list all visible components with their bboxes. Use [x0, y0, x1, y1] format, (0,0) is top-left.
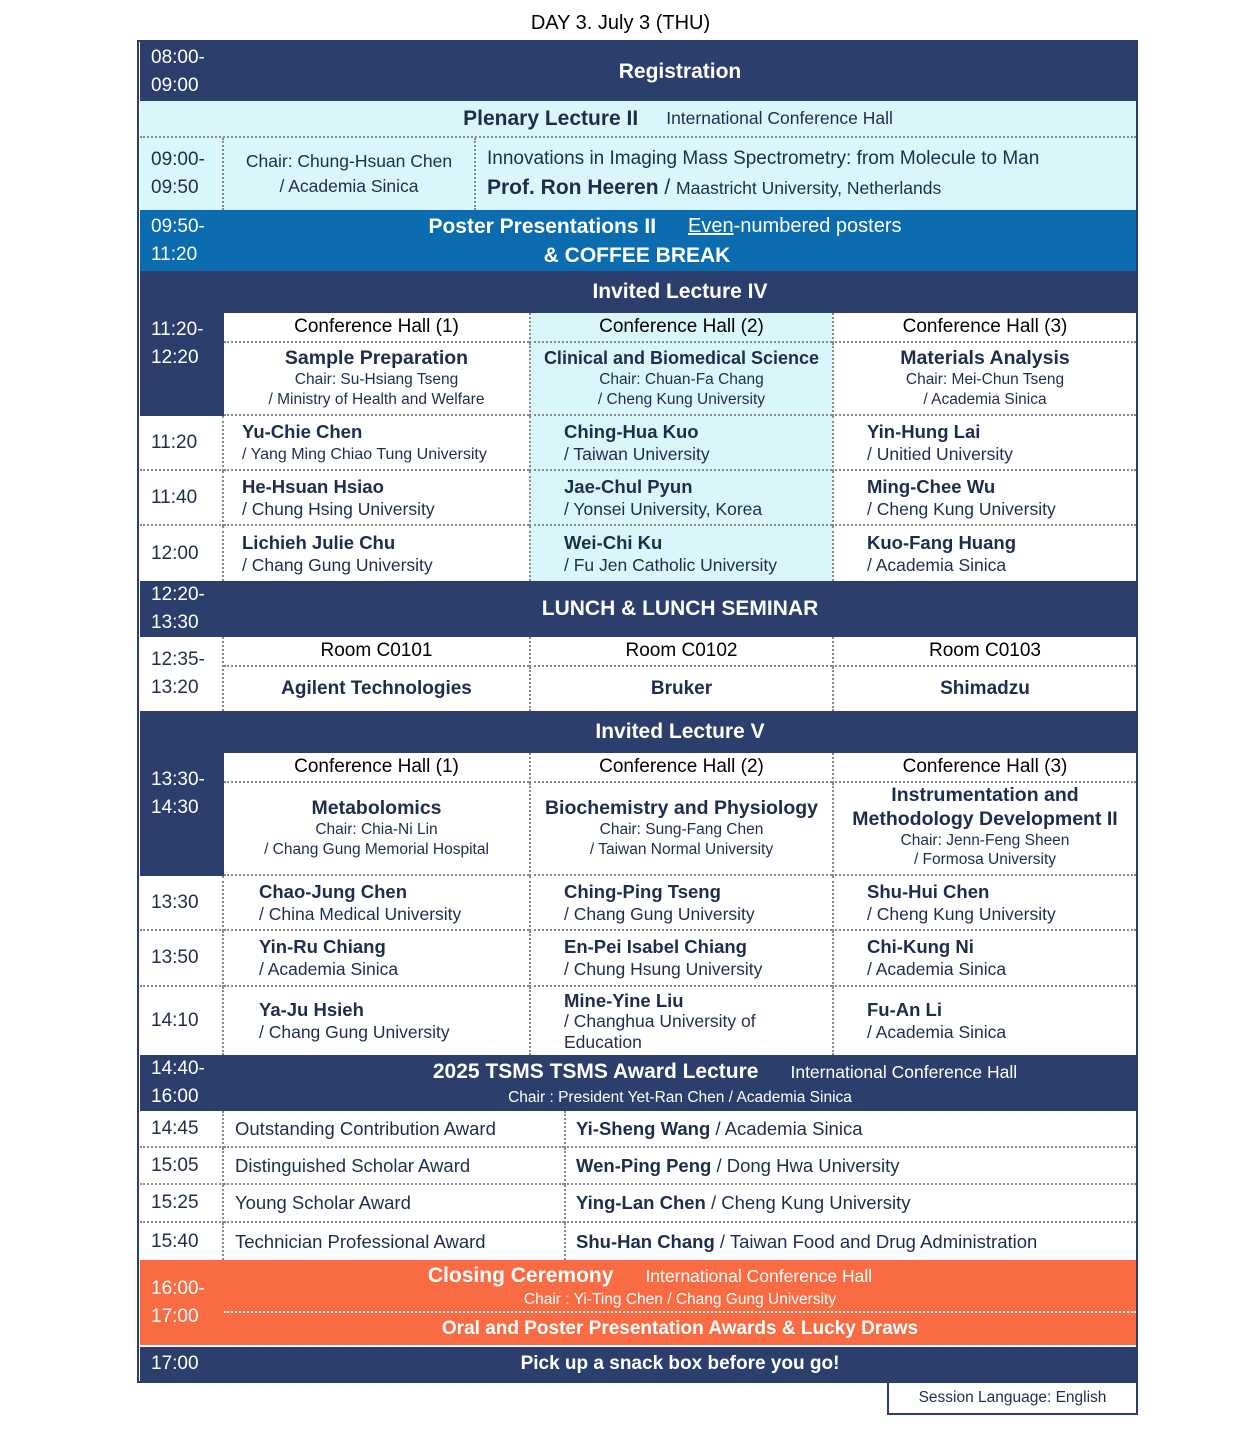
- registration-band: Registration: [224, 42, 1136, 101]
- talk-cell: [224, 526, 529, 581]
- recipient-aff: / Academia Sinica: [715, 1117, 863, 1139]
- closing-heading: Closing Ceremony: [427, 1263, 614, 1287]
- topic-chair: Chair: Chia-Ni Lin: [315, 821, 438, 838]
- speaker-name: Ming-Chee Wu: [867, 475, 996, 497]
- topic-name: Sample Preparation: [284, 347, 469, 369]
- topic-chair: Chair: Su-Hsiang Tseng: [294, 371, 459, 388]
- time-row: 13:30: [140, 876, 224, 931]
- talk-cell: [224, 416, 529, 471]
- session-language: Session Language: English: [887, 1383, 1138, 1415]
- time-snack: 17:00: [140, 1347, 224, 1381]
- invited5-hall-1: Conference Hall (1): [224, 753, 529, 783]
- time-row: 11:40: [140, 471, 224, 526]
- award-name: Young Scholar Award: [224, 1185, 564, 1223]
- plenary-venue: International Conference Hall: [666, 108, 893, 128]
- speaker-aff: / Chung Hsing University: [242, 498, 435, 519]
- time-row: 14:10: [140, 987, 224, 1055]
- speaker-aff: / Academia Sinica: [867, 1022, 1007, 1042]
- time-award: 14:40- 16:00: [140, 1055, 224, 1111]
- talk-cell: [529, 987, 832, 1055]
- speaker-name: Lichieh Julie Chu: [242, 531, 396, 553]
- poster-note: -numbered posters: [733, 214, 902, 237]
- seminar-sponsor-3: Shimadzu: [832, 667, 1136, 711]
- invited4-hall-3: Conference Hall (3): [832, 313, 1136, 343]
- speaker-name: Ya-Ju Hsieh: [259, 999, 364, 1020]
- award-chair: Chair : President Yet-Ran Chen / Academia Sinica: [508, 1089, 852, 1106]
- topic-chair-aff: / Taiwan Normal University: [589, 841, 774, 858]
- speaker-aff: / Academia Sinica: [867, 554, 1007, 575]
- award-name: Distinguished Scholar Award: [224, 1148, 564, 1185]
- speaker-name: Chao-Jung Chen: [259, 880, 407, 902]
- speaker-name: Jae-Chul Pyun: [564, 475, 693, 497]
- topic-name: Biochemistry and Physiology: [544, 797, 819, 819]
- speaker-name: Wei-Chi Ku: [564, 531, 663, 553]
- plenary-chair: [224, 138, 476, 210]
- time-poster: 09:50- 11:20: [140, 210, 224, 271]
- closing-chair: Chair : Yi-Ting Chen / Chang Gung University: [523, 1290, 837, 1308]
- talk-cell: [832, 987, 1136, 1055]
- time-invited4: 11:20- 12:20: [140, 271, 224, 416]
- time-closing: 16:00- 17:00: [140, 1260, 224, 1345]
- speaker-aff: / Changhua University of Education: [564, 1010, 756, 1052]
- invited5-hall-3: Conference Hall (3): [832, 753, 1136, 783]
- plenary-talk: Innovations in Imaging Mass Spectrometry: from Molecule to Man Prof. Ron Heeren / Maastricht University, Netherlands: [476, 138, 1136, 210]
- seminar-room-2: Room C0102: [529, 637, 832, 667]
- page-title: DAY 3. July 3 (THU): [530, 12, 711, 34]
- talk-cell: [224, 931, 529, 987]
- award-name: Technician Professional Award: [235, 1230, 486, 1252]
- plenary-header: [140, 101, 1136, 138]
- recipient-aff: / Dong Hwa University: [716, 1154, 900, 1176]
- award-heading: 2025 TSMS TSMS Award Lecture: [432, 1060, 759, 1083]
- time-row: 12:00: [140, 526, 224, 581]
- speaker-name: Mine-Yine Liu: [564, 989, 684, 1011]
- talk-cell: [832, 931, 1136, 987]
- speaker-name: Ching-Hua Kuo: [564, 420, 699, 442]
- talk-cell: [832, 876, 1136, 931]
- topic-chair: Chair: Jenn-Feng Sheen: [900, 832, 1070, 849]
- speaker-aff: / Chang Gung University: [259, 1022, 450, 1042]
- coffee-break: & COFFEE BREAK: [543, 243, 731, 267]
- poster-band: [224, 210, 1136, 271]
- snack-band: Pick up a snack box before you go!: [224, 1347, 1136, 1381]
- speaker-aff: / Taiwan University: [564, 443, 710, 464]
- topic-chair: Chair: Mei-Chun Tseng: [905, 371, 1065, 388]
- talk-cell: [224, 471, 529, 526]
- speaker-aff: / Cheng Kung University: [867, 498, 1056, 519]
- time-row: 13:50: [140, 931, 224, 987]
- speaker-aff: / Chang Gung University: [242, 554, 433, 575]
- speaker-name: Ching-Ping Tseng: [564, 880, 721, 902]
- talk-cell: [832, 526, 1136, 581]
- plenary-chair-aff: / Academia Sinica: [279, 176, 419, 196]
- topic-chair: Chair: Chuan-Fa Chang: [599, 371, 764, 388]
- talk-cell: [529, 876, 832, 931]
- topic-name: Clinical and Biomedical Science: [543, 348, 820, 368]
- invited4-hall-1: Conference Hall (1): [224, 313, 529, 343]
- time-plenary: 09:00- 09:50: [140, 138, 224, 210]
- recipient-aff: / Cheng Kung University: [710, 1192, 911, 1213]
- plenary-speaker-aff: Maastricht University, Netherlands: [676, 178, 942, 198]
- talk-cell: [529, 471, 832, 526]
- recipient-name: Ying-Lan Chen: [576, 1192, 706, 1213]
- plenary-speaker: Prof. Ron Heeren: [487, 176, 659, 199]
- speaker-name: Chi-Kung Ni: [867, 936, 974, 957]
- invited5-topic-3: [832, 783, 1136, 876]
- speaker-aff: / China Medical University: [259, 903, 462, 924]
- seminar-sponsor-1: Agilent Technologies: [281, 678, 472, 699]
- time-seminar: 12:35- 13:20: [140, 637, 224, 711]
- time-row: 15:25: [140, 1185, 224, 1223]
- invited5-topic-2: [529, 783, 832, 876]
- award-recipient: [564, 1148, 1136, 1185]
- speaker-name: Kuo-Fang Huang: [867, 531, 1017, 553]
- speaker-name: Yin-Ru Chiang: [259, 936, 386, 957]
- closing-awards: Oral and Poster Presentation Awards & Lucky Draws: [224, 1313, 1136, 1345]
- plenary-heading: Plenary Lecture II: [463, 106, 639, 130]
- time-row: 15:40: [140, 1223, 224, 1260]
- award-band: [224, 1055, 1136, 1111]
- poster-heading: Poster Presentations II: [428, 214, 657, 238]
- talk-cell: [832, 471, 1136, 526]
- topic-chair-aff: / Cheng Kung University: [597, 391, 766, 408]
- award-recipient: [564, 1223, 1136, 1260]
- speaker-aff: / Chung Hsung University: [564, 959, 763, 979]
- invited5-heading: Invited Lecture V: [224, 711, 1136, 753]
- time-invited5: 13:30- 14:30: [140, 711, 224, 876]
- talk-cell: [224, 987, 529, 1055]
- speaker-aff: / Yang Ming Chiao Tung University: [242, 445, 487, 463]
- talk-cell: [529, 526, 832, 581]
- time-row: 11:20: [140, 416, 224, 471]
- invited4-topic-3: [832, 343, 1136, 416]
- time-row: 14:45: [140, 1111, 224, 1148]
- award-venue: International Conference Hall: [790, 1062, 1018, 1082]
- speaker-name: En-Pei Isabel Chiang: [564, 936, 747, 957]
- time-row: 15:05: [140, 1148, 224, 1185]
- plenary-chair-name: Chair: Chung-Hsuan Chen: [245, 151, 453, 171]
- topic-name: Instrumentation and Methodology Development II: [852, 784, 1118, 830]
- invited4-topic-2: [529, 343, 832, 416]
- time-lunch: 12:20- 13:30: [140, 581, 224, 637]
- award-name: Outstanding Contribution Award: [224, 1111, 564, 1148]
- speaker-name: Yin-Hung Lai: [867, 420, 981, 442]
- recipient-aff: / Taiwan Food and Drug Administration: [719, 1230, 1038, 1252]
- speaker-aff: / Academia Sinica: [259, 959, 399, 979]
- topic-name: Metabolomics: [311, 797, 442, 819]
- invited4-hall-2: Conference Hall (2): [529, 313, 832, 343]
- lunch-band: LUNCH & LUNCH SEMINAR: [224, 581, 1136, 637]
- topic-name: Materials Analysis: [900, 347, 1070, 369]
- speaker-aff: / Yonsei University, Korea: [564, 498, 763, 519]
- speaker-aff: / Cheng Kung University: [867, 903, 1056, 924]
- recipient-name: Shu-Han Chang: [576, 1230, 715, 1252]
- talk-cell: [529, 931, 832, 987]
- speaker-name: Yu-Chie Chen: [242, 420, 363, 442]
- topic-chair-aff: / Academia Sinica: [923, 391, 1047, 408]
- speaker-aff: / Fu Jen Catholic University: [564, 554, 777, 575]
- speaker-aff: / Chang Gung University: [564, 903, 755, 924]
- speaker-name: Shu-Hui Chen: [867, 880, 990, 902]
- invited5-hall-2: Conference Hall (2): [529, 753, 832, 783]
- talk-cell: [529, 416, 832, 471]
- speaker-name: Fu-An Li: [867, 999, 943, 1020]
- invited4-heading: Invited Lecture IV: [224, 271, 1136, 313]
- recipient-name: Yi-Sheng Wang: [576, 1117, 711, 1139]
- time-registration: 08:00- 09:00: [140, 42, 224, 101]
- seminar-room-1: Room C0101: [224, 637, 529, 667]
- speaker-aff: / Academia Sinica: [867, 959, 1007, 979]
- topic-chair-aff: / Chang Gung Memorial Hospital: [264, 841, 489, 858]
- award-recipient: [564, 1111, 1136, 1148]
- closing-venue: International Conference Hall: [645, 1265, 873, 1286]
- invited4-topic-1: [224, 343, 529, 416]
- recipient-name: Wen-Ping Peng: [576, 1154, 712, 1176]
- seminar-sponsor-2: Bruker: [529, 667, 832, 711]
- topic-chair: Chair: Sung-Fang Chen: [599, 821, 764, 838]
- speaker-name: He-Hsuan Hsiao: [242, 475, 384, 497]
- award-recipient: [564, 1185, 1136, 1223]
- talk-cell: [224, 876, 529, 931]
- topic-chair-aff: / Ministry of Health and Welfare: [268, 391, 485, 408]
- seminar-room-3: Room C0103: [832, 637, 1136, 667]
- closing-band: [224, 1260, 1136, 1313]
- plenary-talk-title: Innovations in Imaging Mass Spectrometry: from Molecule to Man: [487, 148, 1040, 169]
- topic-chair-aff: / Formosa University: [913, 851, 1057, 868]
- poster-even: Even: [688, 214, 734, 237]
- talk-cell: [832, 416, 1136, 471]
- invited5-topic-1: [224, 783, 529, 876]
- speaker-aff: / Unitied University: [867, 443, 1013, 464]
